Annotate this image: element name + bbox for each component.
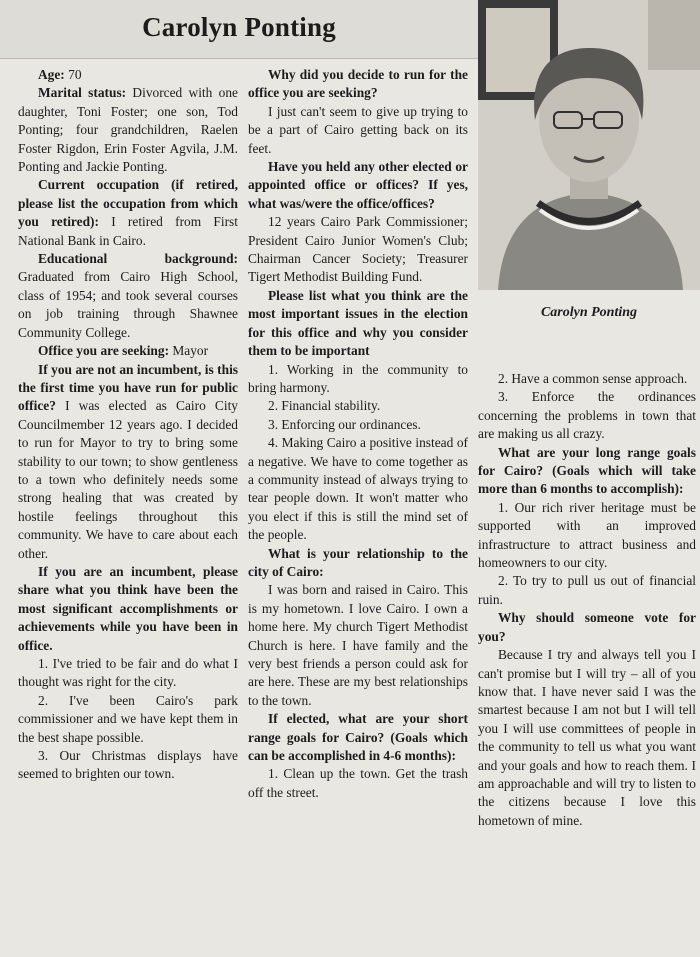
relationship-answer: I was born and raised in Cairo. This is my hometown. I love Cairo. I own a home here. My church Tigert Methodist Church is here. I have family and the very best friends a person could ask for are here. These are my best relationships to the town. <box>248 582 468 708</box>
incumbent-answer-2: 2. I've been Cairo's park commissioner and we have kept them in the best shape possible. <box>18 692 238 745</box>
short-goal-2: 2. Have a common sense approach. <box>498 371 688 386</box>
marital-value: Divorced with one daughter, Toni Foster; one son, Tod Ponting; four grandchildren, Raelen Foster Rigdon, Erin Foster Agvila, J.M. Ponting and Jackie Ponting. <box>18 85 238 175</box>
column-1 <box>18 66 238 784</box>
relationship-question: What is your relationship to the city of Cairo: <box>248 545 468 579</box>
column-2 <box>248 66 468 802</box>
short-goal-3: 3. Enforce the ordinances concerning the problems in town that are making us all crazy. <box>478 389 696 442</box>
marital-label: Marital status: <box>38 85 127 101</box>
long-range-question: What are your long range goals for Cairo? (Goals which will take more than 6 months to accomplish): <box>478 444 696 497</box>
candidate-photo <box>478 0 700 290</box>
short-goal-1: 1. Clean up the town. Get the trash off the street. <box>248 766 468 800</box>
long-goal-2: 2. To try to pull us out of financial ruin. <box>478 573 696 607</box>
incumbent-answer-3: 3. Our Christmas displays have seemed to brighten our town. <box>18 748 238 782</box>
age-label: Age: <box>38 67 65 82</box>
incumbent-question: If you are an incumbent, please share what you think have been the most significant accomplishments or achievements while you have been in office. <box>18 563 238 653</box>
age-value: 70 <box>68 67 82 82</box>
issues-question: Please list what you think are the most important issues in the election for this office and why you consider them to be important <box>248 287 468 359</box>
issue-1: 1. Working in the community to bring harmony. <box>248 361 468 395</box>
occupation-value: I retired from First National Bank in Cairo. <box>18 214 238 248</box>
article-headline: Carolyn Ponting <box>142 12 336 42</box>
age-field <box>18 66 238 84</box>
long-goal-1: 1. Our rich river heritage must be supported with an improved infrastructure to attract business and homeowners to our city. <box>478 499 696 571</box>
short-range-question: If elected, what are your short range goals for Cairo? (Goals which can be accomplished in 4-6 months): <box>248 711 468 764</box>
photo-caption: Carolyn Ponting <box>540 305 638 320</box>
portrait-illustration <box>478 0 700 290</box>
issue-4: 4. Making Cairo a positive instead of a negative. We have to come together as a community instead of always trying to tear people down. It won't matter who you elect if this is still the mind set of the people. <box>248 435 468 543</box>
vote-question: Why should someone vote for you? <box>478 610 696 644</box>
occupation-label: Current occupation (if retired, please list the occupation from which you retired): <box>18 177 238 230</box>
why-run-answer: I just can't seem to give up trying to be a part of Cairo getting back on its feet. <box>248 103 468 156</box>
education-label: Educational background: <box>38 251 238 267</box>
held-office-question: Have you held any other elected or appointed office or offices? If yes, what was/were the office/offices? <box>248 159 468 211</box>
office-label: Office you are seeking: <box>38 343 170 359</box>
why-run-question: Why did you decide to run for the office you are seeking? <box>248 67 468 101</box>
first-time-question: If you are not an incumbent, is this the first time you have run for public office? <box>18 361 238 414</box>
incumbent-answer-1: 1. I've tried to be fair and do what I thought was right for the city. <box>18 656 238 690</box>
first-time-answer: I was elected as Cairo City Councilmember 12 years ago. I decided to run for Mayor to try to bring some stability to our town; to show gentleness to a town who definitely needs some strong healing that was created by hostile feelings throughout this community. We have to care about each other. <box>18 398 238 561</box>
office-value: Mayor <box>172 343 209 359</box>
office-field <box>18 342 238 360</box>
column-3 <box>478 370 696 830</box>
held-office-answer: 12 years Cairo Park Commissioner; President Cairo Junior Women's Club; Chairman Cancer Society; Treasurer Tigert Methodist Building Fund. <box>248 214 468 285</box>
issue-2: 2. Financial stability. <box>268 398 381 414</box>
education-field <box>18 250 238 342</box>
education-value: Graduated from Cairo High School, class of 1954; and took several courses on job training through Shawnee Community College. <box>18 269 238 340</box>
first-time-field <box>18 361 238 563</box>
marital-field <box>18 84 238 176</box>
occupation-field <box>18 176 238 250</box>
issue-3: 3. Enforcing our ordinances. <box>268 416 421 432</box>
vote-answer: Because I try and always tell you I can't promise but I will try – all of you know that. I have never said I was the smartest because I am not but I will tell you I will use committees of people in the community to tell us what you want and your goals and how to reach them. I am approachable and will try to listen to the citizens because I love this hometown of mine. <box>478 647 696 828</box>
